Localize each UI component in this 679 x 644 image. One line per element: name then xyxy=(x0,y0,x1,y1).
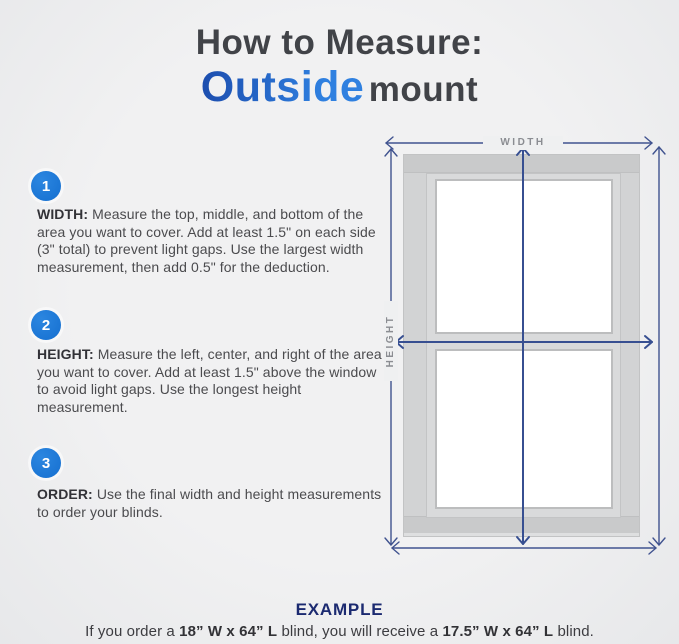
step-3-badge xyxy=(31,448,61,478)
title-line2 xyxy=(0,64,679,120)
width-dimension-label: WIDTH xyxy=(483,136,563,150)
example-heading: EXAMPLE xyxy=(295,600,384,619)
example-suffix: blind. xyxy=(553,623,594,640)
step-2-label: HEIGHT: xyxy=(37,346,94,362)
example-middle: blind, you will receive a xyxy=(277,623,443,640)
step-1-body: Measure the top, middle, and bottom of the area you want to cover. Add at least 1.5" on each side (3" total) to prevent light gaps. Use the largest width measurement, then add 0.5" for the deduction. xyxy=(37,206,376,275)
step-3-body: Use the final width and height measurements to order your blinds. xyxy=(37,486,382,520)
measurement-arrows xyxy=(378,128,670,560)
step-2-body: Measure the left, center, and right of the area you want to cover. Add at least 1.5" above the window to avoid light gaps. Use the longest height measurement. xyxy=(37,346,382,415)
example-received-size: 17.5” W x 64” L xyxy=(442,623,554,640)
title-mount: mount xyxy=(368,70,479,109)
example-prefix: If you order a xyxy=(85,623,180,640)
step-1-badge xyxy=(31,171,61,201)
step-2-number: 2 xyxy=(41,316,51,334)
example-sentence xyxy=(0,623,679,640)
step-2-text xyxy=(37,346,382,416)
step-1-number: 1 xyxy=(41,177,51,195)
step-3-number: 3 xyxy=(41,454,51,472)
step-3-label: ORDER: xyxy=(37,486,93,502)
example-footer xyxy=(0,600,679,640)
step-1-text xyxy=(37,206,382,276)
step-1-label: WIDTH: xyxy=(37,206,89,222)
step-3-text xyxy=(37,486,382,521)
window-measurement-diagram xyxy=(378,128,670,560)
height-dimension-label: HEIGHT xyxy=(384,301,398,381)
title-line1: How to Measure: xyxy=(195,23,484,62)
page-title xyxy=(0,24,679,120)
step-2-badge xyxy=(31,310,61,340)
title-highlight-outside: Outside xyxy=(200,63,365,111)
example-ordered-size: 18” W x 64” L xyxy=(179,623,278,640)
